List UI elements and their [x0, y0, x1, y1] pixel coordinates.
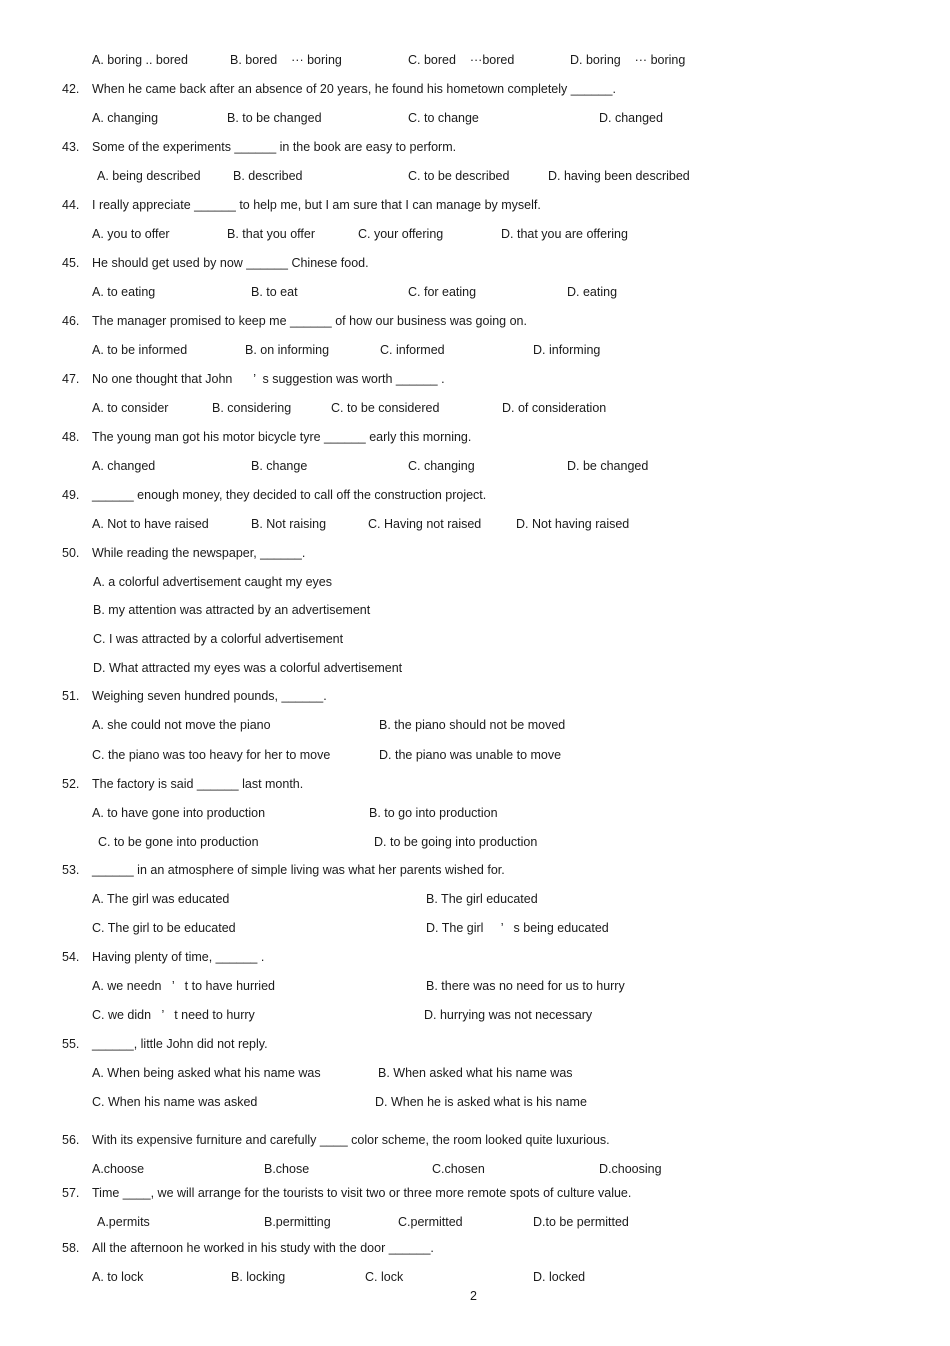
option-c: C. to be described	[408, 169, 510, 183]
option-a: A. changed	[92, 459, 156, 473]
option-c: C.permitted	[398, 1215, 463, 1229]
question-number: 47.	[62, 372, 80, 386]
question-number: 52.	[62, 777, 80, 791]
option-b: B. on informing	[245, 343, 330, 357]
option-c: C. to change	[408, 111, 479, 125]
option-a: A.choose	[92, 1162, 145, 1176]
option-d: D. hurrying was not necessary	[424, 1008, 593, 1022]
question-stem: The factory is said ______ last month.	[92, 777, 304, 791]
option-d: D.choosing	[599, 1162, 662, 1176]
question-number: 43.	[62, 140, 80, 154]
option-b: B. to go into production	[369, 806, 498, 820]
option-c: C. informed	[380, 343, 445, 357]
option-c: C. your offering	[358, 227, 444, 241]
option-c: C. for eating	[408, 285, 477, 299]
option-c: C. to be gone into production	[98, 835, 259, 849]
option-a: A. to eating	[92, 285, 156, 299]
option-c: C. we didn ’ t need to hurry	[92, 1008, 255, 1022]
option-d: D. What attracted my eyes was a colorful advertisement	[93, 661, 403, 675]
option-b: B. Not raising	[251, 517, 327, 531]
option-b: B. my attention was attracted by an advertisement	[93, 603, 371, 617]
question-number: 55.	[62, 1037, 80, 1051]
question-number: 44.	[62, 198, 80, 212]
option-c: C. When his name was asked	[92, 1095, 258, 1109]
question-number: 46.	[62, 314, 80, 328]
question-stem: With its expensive furniture and carefully ____ color scheme, the room looked quite luxurious.	[92, 1133, 610, 1147]
question-number: 57.	[62, 1186, 80, 1200]
question-stem: No one thought that John ’ s suggestion was worth ______ .	[92, 372, 445, 386]
option-d: D. informing	[533, 343, 601, 357]
option-b: B. to eat	[251, 285, 298, 299]
option-c: C. changing	[408, 459, 475, 473]
option-b: B. described	[233, 169, 303, 183]
option-b: B. bored ··· boring	[230, 53, 342, 67]
page-number: 2	[470, 1289, 477, 1303]
question-number: 53.	[62, 863, 80, 877]
option-b: B. When asked what his name was	[378, 1066, 573, 1080]
option-c: C. I was attracted by a colorful advertisement	[93, 632, 344, 646]
option-a: A.permits	[97, 1215, 150, 1229]
option-c: C. to be considered	[331, 401, 440, 415]
question-stem: He should get used by now ______ Chinese food.	[92, 256, 369, 270]
option-d: D. be changed	[567, 459, 649, 473]
option-d: D. changed	[599, 111, 663, 125]
question-stem: I really appreciate ______ to help me, but I am sure that I can manage by myself.	[92, 198, 541, 212]
question-stem: Weighing seven hundred pounds, ______.	[92, 689, 327, 703]
question-stem: Having plenty of time, ______ .	[92, 950, 265, 964]
option-b: B. locking	[231, 1270, 286, 1284]
option-d: D.to be permitted	[533, 1215, 629, 1229]
option-b: B. change	[251, 459, 308, 473]
option-a: A. The girl was educated	[92, 892, 230, 906]
option-a: A. a colorful advertisement caught my eyes	[93, 575, 333, 589]
question-stem: ______ enough money, they decided to call off the construction project.	[92, 488, 487, 502]
option-d: D. The girl ’ s being educated	[426, 921, 609, 935]
option-b: B. The girl educated	[426, 892, 538, 906]
option-a: A. to lock	[92, 1270, 144, 1284]
option-a: A. she could not move the piano	[92, 718, 271, 732]
option-a: A. to be informed	[92, 343, 188, 357]
option-d: D. eating	[567, 285, 618, 299]
option-d: D. Not having raised	[516, 517, 630, 531]
option-b: B.chose	[264, 1162, 310, 1176]
question-stem: The young man got his motor bicycle tyre ______ early this morning.	[92, 430, 472, 444]
question-stem: Some of the experiments ______ in the book are easy to perform.	[92, 140, 457, 154]
option-a: A. Not to have raised	[92, 517, 209, 531]
option-a: A. you to offer	[92, 227, 170, 241]
option-c: C. lock	[365, 1270, 404, 1284]
option-a: A. being described	[97, 169, 201, 183]
question-number: 56.	[62, 1133, 80, 1147]
question-number: 50.	[62, 546, 80, 560]
question-number: 58.	[62, 1241, 80, 1255]
option-c: C. bored ···bored	[408, 53, 515, 67]
question-number: 45.	[62, 256, 80, 270]
option-a: A. changing	[92, 111, 159, 125]
option-d: D. of consideration	[502, 401, 607, 415]
option-c: C.chosen	[432, 1162, 485, 1176]
option-b: B. that you offer	[227, 227, 316, 241]
option-c: C. the piano was too heavy for her to move	[92, 748, 331, 762]
question-stem: ______, little John did not reply.	[92, 1037, 268, 1051]
option-c: C. The girl to be educated	[92, 921, 236, 935]
question-stem: While reading the newspaper, ______.	[92, 546, 306, 560]
option-b: B. the piano should not be moved	[379, 718, 566, 732]
question-number: 49.	[62, 488, 80, 502]
option-b: B. considering	[212, 401, 292, 415]
option-b: B. there was no need for us to hurry	[426, 979, 625, 993]
option-b: B. to be changed	[227, 111, 322, 125]
option-a: A. we needn ’ t to have hurried	[92, 979, 275, 993]
option-a: A. When being asked what his name was	[92, 1066, 321, 1080]
question-number: 48.	[62, 430, 80, 444]
question-stem: The manager promised to keep me ______ of how our business was going on.	[92, 314, 527, 328]
option-d: D. having been described	[548, 169, 690, 183]
option-a: A. to consider	[92, 401, 169, 415]
option-d: D. locked	[533, 1270, 586, 1284]
option-a: A. boring .. bored	[92, 53, 188, 67]
option-d: D. boring ··· boring	[570, 53, 686, 67]
question-stem: ______ in an atmosphere of simple living was what her parents wished for.	[92, 863, 505, 877]
option-a: A. to have gone into production	[92, 806, 266, 820]
option-d: D. the piano was unable to move	[379, 748, 562, 762]
question-stem: When he came back after an absence of 20 years, he found his hometown completely ______.	[92, 82, 616, 96]
option-d: D. that you are offering	[501, 227, 628, 241]
question-number: 51.	[62, 689, 80, 703]
option-d: D. to be going into production	[374, 835, 538, 849]
question-number: 42.	[62, 82, 80, 96]
option-b: B.permitting	[264, 1215, 331, 1229]
question-number: 54.	[62, 950, 80, 964]
option-d: D. When he is asked what is his name	[375, 1095, 587, 1109]
option-c: C. Having not raised	[368, 517, 482, 531]
question-stem: Time ____, we will arrange for the tourists to visit two or three more remote spots of culture value.	[92, 1186, 632, 1200]
question-stem: All the afternoon he worked in his study with the door ______.	[92, 1241, 434, 1255]
